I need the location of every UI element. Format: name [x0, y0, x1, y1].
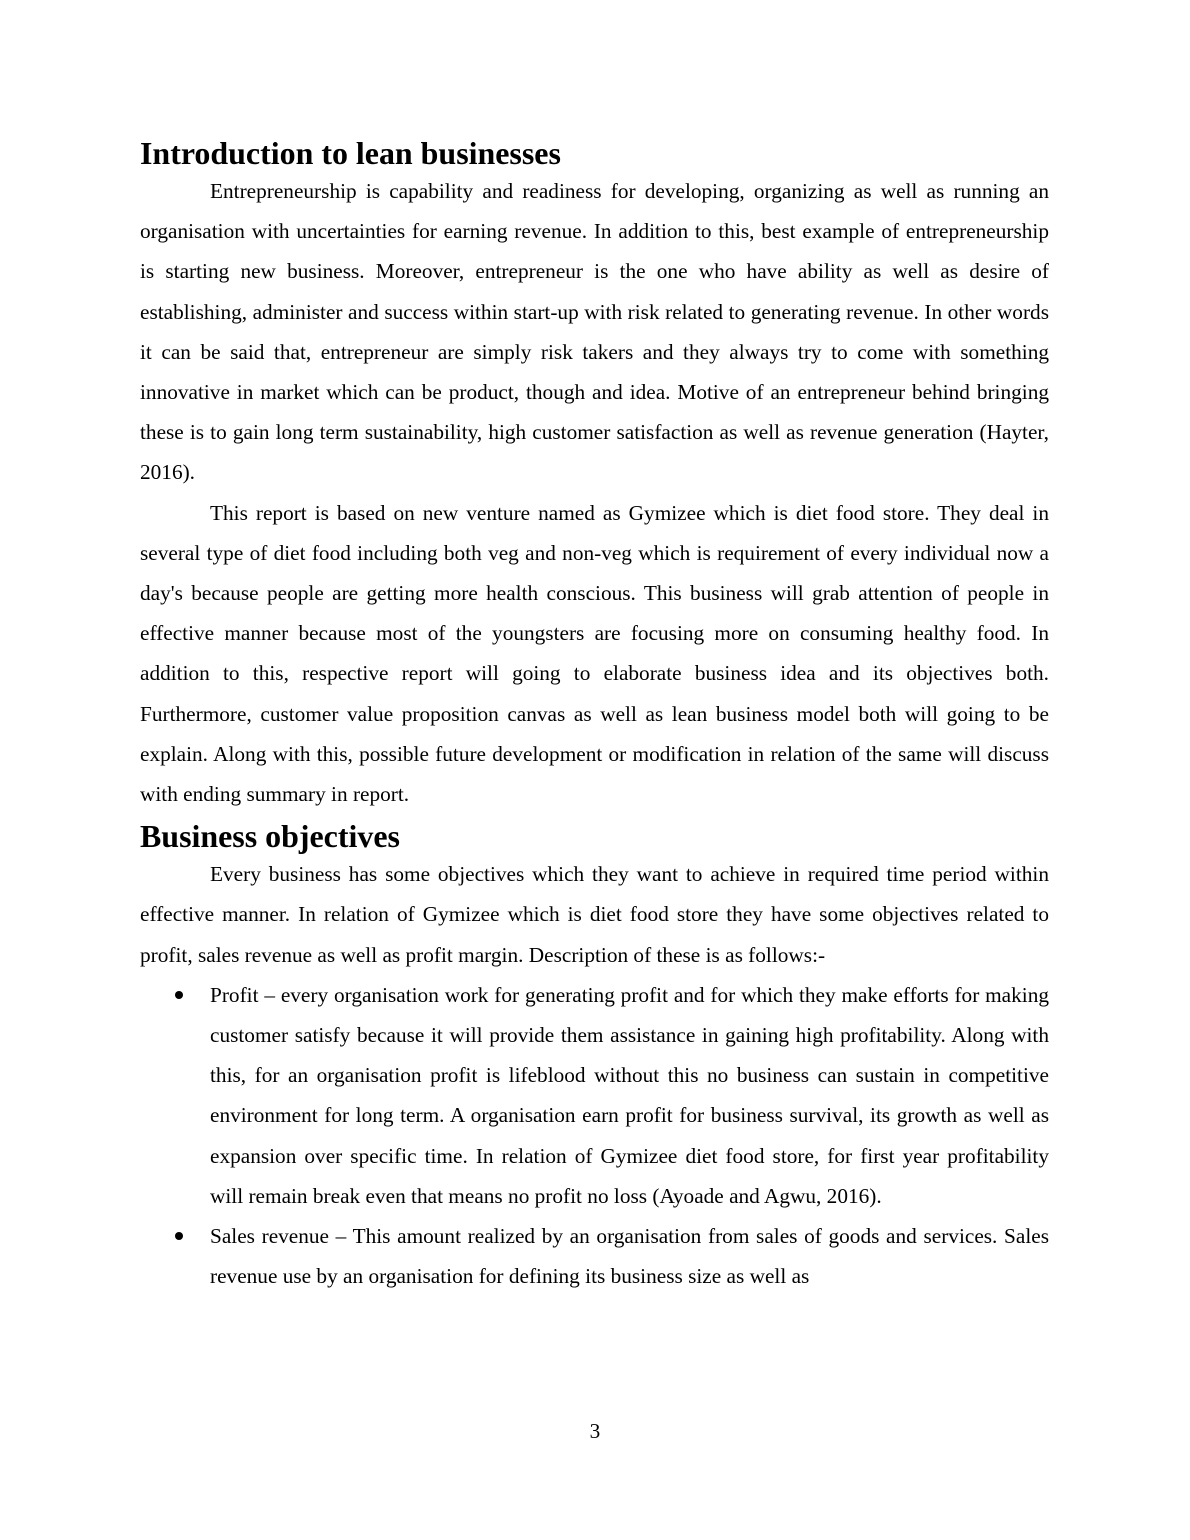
- page-number: 3: [589, 1419, 601, 1443]
- objectives-bullet-list: [140, 975, 1049, 1297]
- section-heading-introduction: Introduction to lean businesses: [140, 136, 561, 171]
- bullet-dot-icon: [175, 991, 183, 999]
- bullet-item-sales-revenue: [140, 1216, 1049, 1296]
- bullet-item-profit: [140, 975, 1049, 1216]
- page-content: [140, 137, 1049, 1296]
- intro-paragraph-2: This report is based on new venture named as Gymizee which is diet food store. They deal in several type of diet food including both veg and non-veg which is requirement of every individual now a day's because people are getting more health conscious. This business will grab attention of people in effective manner because most of the youngsters are focusing more on consuming healthy food. In addition to this, respective report will going to elaborate business idea and its objectives both. Furthermore, customer value proposition canvas as well as lean business model both will going to be explain. Along with this, possible future development or modification in relation of the same will discuss with ending summary in report.: [140, 500, 1049, 807]
- objectives-paragraph-1: Every business has some objectives which they want to achieve in required time period within effective manner. In relation of Gymizee which is diet food store they have some objectives related to profit, sales revenue as well as profit margin. Description of these is as follows:-: [140, 862, 1049, 967]
- bullet-text-profit: Profit – every organisation work for generating profit and for which they make efforts for making customer satisfy because it will provide them assistance in gaining high profitability. Along with this, for an organisation profit is lifeblood without this no business can sustain in competitive environment for long term. A organisation earn profit for business survival, its growth as well as expansion over specific time. In relation of Gymizee diet food store, for first year profitability will remain break even that means no profit no loss (Ayoade and Agwu, 2016).: [210, 982, 1049, 1208]
- bullet-text-sales-revenue: Sales revenue – This amount realized by an organisation from sales of goods and services. Sales revenue use by an organisation for defining its business size as well as: [210, 1224, 1049, 1289]
- intro-paragraph-1: Entrepreneurship is capability and readiness for developing, organizing as well as running an organisation with uncertainties for earning revenue. In addition to this, best example of entrepreneurship is starting new business. Moreover, entrepreneur is the one who have ability as well as desire of establishing, administer and success within start-up with risk related to generating revenue. In other words it can be said that, entrepreneur are simply risk takers and they always try to come with something innovative in market which can be product, though and idea. Motive of an entrepreneur behind bringing these is to gain long term sustainability, high customer satisfaction as well as revenue generation (Hayter, 2016).: [140, 179, 1049, 485]
- bullet-dot-icon: [175, 1232, 183, 1240]
- section-heading-business-objectives: Business objectives: [140, 819, 400, 855]
